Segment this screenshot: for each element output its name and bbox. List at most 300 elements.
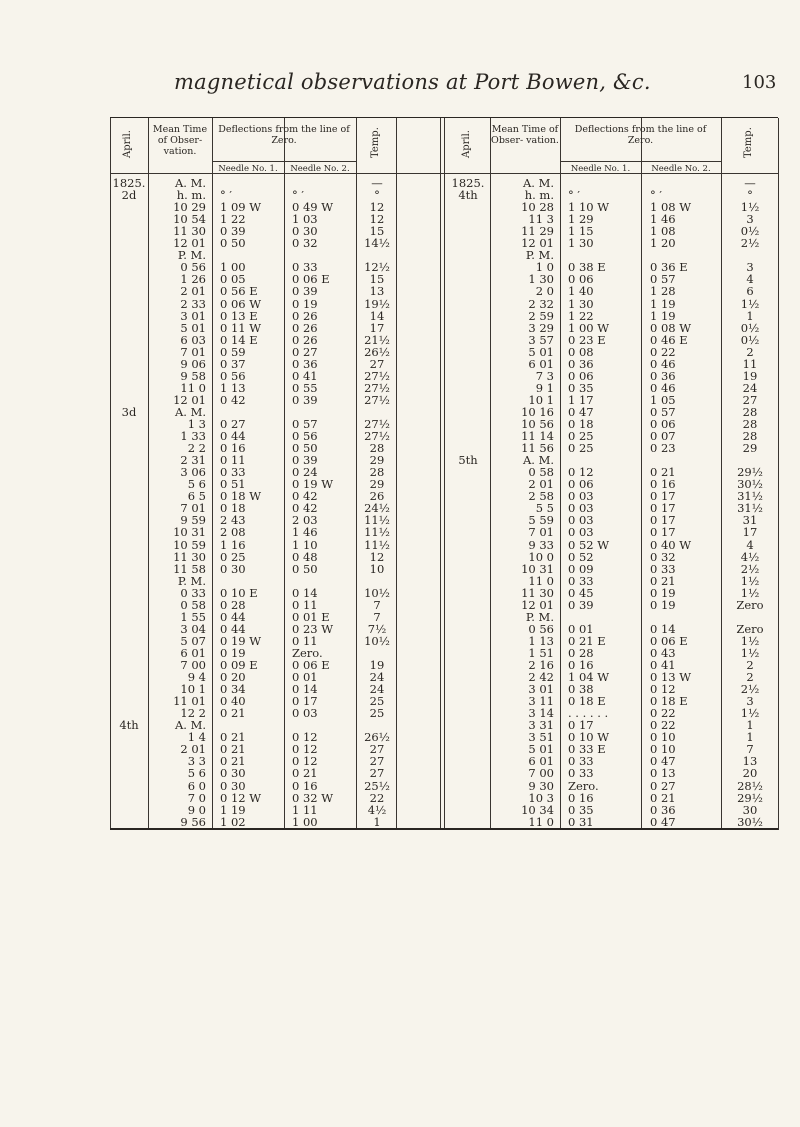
needle-1-cell: 0 03 xyxy=(568,501,594,516)
temp-cell: 27½ xyxy=(364,380,390,395)
temp-cell: 21½ xyxy=(364,332,390,347)
needle-2-cell: 0 57 xyxy=(650,272,676,287)
needle-2-cell: 0 06 E xyxy=(292,658,330,672)
needle-1-cell: 0 18 xyxy=(220,501,246,516)
needle-2-cell: 1 05 xyxy=(650,392,676,407)
time-cell: 1 3 xyxy=(187,417,206,431)
needle-1-cell: 0 08 xyxy=(568,344,594,359)
needle-1-cell: 0 18 xyxy=(568,417,594,431)
needle-1-cell: ° ′ xyxy=(568,188,581,203)
temp-cell: 4½ xyxy=(740,549,760,564)
needle-2-cell: 0 39 xyxy=(292,392,318,407)
needle-2-cell: 0 13 W xyxy=(650,670,692,685)
time-cell: 6 01 xyxy=(528,754,554,769)
temp-cell: 25½ xyxy=(364,778,390,793)
observation-table xyxy=(110,117,778,1127)
needle-2-cell: 1 08 xyxy=(650,224,676,239)
header-deflections-right: Deflections from the line of Zero. xyxy=(574,124,707,146)
time-cell: 1 13 xyxy=(528,633,554,648)
temp-cell: 27½ xyxy=(364,368,390,383)
temp-cell: 12½ xyxy=(364,260,390,275)
needle-1-cell: 0 27 xyxy=(220,417,246,431)
needle-1-cell: 0 03 xyxy=(568,513,594,528)
needle-2-cell: 0 11 xyxy=(292,633,318,648)
temp-cell: 27 xyxy=(369,742,385,757)
temp-cell: 14 xyxy=(369,308,385,323)
header-mean-time: Mean Time of Obser- vation. xyxy=(152,124,208,157)
time-cell: 11 56 xyxy=(521,441,554,456)
needle-1-cell: 0 25 xyxy=(568,429,594,444)
needle-2-cell: 0 07 xyxy=(650,429,676,444)
needle-2-cell: 0 46 E xyxy=(650,332,688,347)
needle-1-cell: Zero. xyxy=(568,778,599,793)
needle-1-cell: 1 13 xyxy=(220,380,246,395)
time-cell: 5 6 xyxy=(187,766,206,781)
needle-2-cell: 0 10 xyxy=(650,730,676,745)
time-cell: 11 58 xyxy=(173,561,206,576)
time-cell: 5 5 xyxy=(535,501,554,516)
needle-1-cell: 0 44 xyxy=(220,429,246,444)
temp-cell: 12 xyxy=(369,549,385,564)
needle-2-cell: 0 50 xyxy=(292,441,318,456)
needle-2-cell: 0 12 xyxy=(292,730,318,745)
time-cell: 2 01 xyxy=(180,742,206,757)
needle-2-cell: 0 21 xyxy=(292,766,318,781)
needle-1-cell: 0 39 xyxy=(220,224,246,239)
needle-2-cell: 0 57 xyxy=(650,404,676,419)
time-cell: 10 1 xyxy=(528,392,554,407)
date-cell: 3d xyxy=(121,404,137,419)
needle-2-cell: 0 36 xyxy=(650,368,676,383)
needle-2-cell: ° ′ xyxy=(292,188,305,203)
needle-2-cell: 0 32 xyxy=(292,236,318,251)
time-cell: 11 14 xyxy=(521,429,554,444)
time-cell: 5 01 xyxy=(528,344,554,359)
temp-cell: 26½ xyxy=(364,730,390,745)
needle-1-cell: 0 35 xyxy=(568,802,594,817)
needle-2-cell: 0 46 xyxy=(650,380,676,395)
needle-1-cell: 0 23 E xyxy=(568,332,606,347)
needle-2-cell: 0 36 xyxy=(292,356,318,371)
needle-2-cell: 1 20 xyxy=(650,236,676,251)
needle-1-cell: 0 03 xyxy=(568,525,594,540)
time-cell: 6 01 xyxy=(180,645,206,660)
needle-2-cell: 0 26 xyxy=(292,332,318,347)
temp-cell: 1½ xyxy=(740,633,760,648)
time-cell: P. M. xyxy=(177,248,206,263)
needle-2-cell: 0 22 xyxy=(650,344,676,359)
temp-cell: ° xyxy=(747,188,753,203)
needle-1-cell: 1 19 xyxy=(220,802,246,817)
needle-1-cell: 0 21 E xyxy=(568,633,606,648)
time-cell: A. M. xyxy=(522,176,554,190)
needle-1-cell: 0 42 xyxy=(220,392,246,407)
time-cell: 7 01 xyxy=(528,525,554,540)
temp-cell: 31½ xyxy=(737,489,763,504)
needle-2-cell: 0 16 xyxy=(650,477,676,492)
temp-cell: 29 xyxy=(742,441,758,456)
needle-2-cell: 0 50 xyxy=(292,561,318,576)
time-cell: P. M. xyxy=(177,573,206,588)
needle-2-cell: 1 08 W xyxy=(650,200,692,215)
needle-1-cell: 0 30 xyxy=(220,561,246,576)
needle-2-cell: 0 01 E xyxy=(292,609,330,624)
needle-2-cell: 0 08 W xyxy=(650,320,692,335)
temp-cell: 7 xyxy=(373,609,381,624)
time-cell: A. M. xyxy=(174,718,206,733)
needle-1-cell: 0 10 E xyxy=(220,585,258,600)
temp-cell: 24 xyxy=(742,380,758,395)
time-cell: 11 0 xyxy=(528,573,554,588)
time-cell: 11 3 xyxy=(528,212,554,227)
time-cell: 2 31 xyxy=(180,453,206,468)
needle-1-cell: 0 28 xyxy=(568,645,594,660)
needle-2-cell: 1 11 xyxy=(292,802,318,817)
temp-cell: ° xyxy=(374,188,380,203)
time-cell: 11 0 xyxy=(528,814,554,829)
temp-cell: 29½ xyxy=(737,465,763,480)
needle-2-cell: 0 10 xyxy=(650,742,676,757)
time-cell: 3 01 xyxy=(528,682,554,697)
running-title: magnetical observations at Port Bowen, &c. xyxy=(174,70,651,94)
time-cell: 1 51 xyxy=(528,645,554,660)
needle-2-cell: 0 14 xyxy=(292,585,318,600)
needle-2-cell: 0 21 xyxy=(650,790,676,805)
temp-cell: Zero xyxy=(736,621,764,636)
time-cell: 2 01 xyxy=(180,284,206,299)
needle-2-cell: 0 36 xyxy=(650,802,676,817)
needle-2-cell: 1 46 xyxy=(292,525,318,540)
needle-2-cell: 0 57 xyxy=(292,417,318,431)
temp-cell: 1 xyxy=(746,718,754,733)
temp-cell: 0½ xyxy=(740,320,760,335)
temp-cell: 2 xyxy=(746,344,754,359)
temp-cell: 28 xyxy=(742,429,758,444)
needle-2-cell: 0 24 xyxy=(292,465,318,480)
time-cell: 3 01 xyxy=(180,308,206,323)
needle-1-cell: 0 28 xyxy=(220,597,246,612)
time-cell: 9 06 xyxy=(180,356,206,371)
needle-1-cell: 0 06 W xyxy=(220,296,262,311)
needle-1-cell: 0 06 xyxy=(568,272,594,287)
time-cell: 2 33 xyxy=(180,296,206,311)
needle-2-cell: 0 47 xyxy=(650,814,676,829)
needle-2-cell: 1 19 xyxy=(650,296,676,311)
temp-cell: 28 xyxy=(742,417,758,431)
time-cell: 6 01 xyxy=(528,356,554,371)
header-needle-2-right: Needle No. 2. xyxy=(651,164,711,174)
needle-2-cell: 1 46 xyxy=(650,212,676,227)
needle-1-cell: 0 51 xyxy=(220,477,246,492)
temp-cell: 3 xyxy=(746,694,754,709)
needle-2-cell: 1 19 xyxy=(650,308,676,323)
time-cell: 10 54 xyxy=(173,212,206,227)
needle-1-cell: 0 44 xyxy=(220,621,246,636)
needle-2-cell: 0 03 xyxy=(292,706,318,721)
needle-2-cell: 0 39 xyxy=(292,284,318,299)
needle-1-cell: 0 33 xyxy=(568,766,594,781)
needle-2-cell: 0 22 xyxy=(650,718,676,733)
needle-1-cell: 1 22 xyxy=(220,212,246,227)
needle-2-cell: 0 33 xyxy=(650,561,676,576)
time-cell: 10 1 xyxy=(180,682,206,697)
time-cell: 1 33 xyxy=(180,429,206,444)
needle-1-cell: 0 16 xyxy=(568,658,594,672)
needle-2-cell: 0 01 xyxy=(292,670,318,685)
time-cell: 9 30 xyxy=(528,778,554,793)
temp-cell: 31 xyxy=(742,513,758,528)
needle-1-cell: 0 03 xyxy=(568,489,594,504)
needle-2-cell: 0 33 xyxy=(292,260,318,275)
temp-cell: 1½ xyxy=(740,645,760,660)
needle-1-cell: 0 37 xyxy=(220,356,246,371)
needle-2-cell: 2 03 xyxy=(292,513,318,528)
needle-1-cell: 1 09 W xyxy=(220,200,262,215)
needle-1-cell: 0 18 E xyxy=(568,694,606,709)
needle-2-cell: 0 23 W xyxy=(292,621,334,636)
needle-1-cell: 0 50 xyxy=(220,236,246,251)
time-cell: 9 4 xyxy=(187,670,206,685)
temp-cell: 26½ xyxy=(364,344,390,359)
temp-cell: 30½ xyxy=(737,477,763,492)
needle-1-cell: 0 09 xyxy=(568,561,594,576)
temp-cell: 30 xyxy=(742,802,758,817)
needle-1-cell: 0 52 W xyxy=(568,537,610,552)
temp-cell: 15 xyxy=(369,272,385,287)
time-cell: 5 07 xyxy=(180,633,206,648)
time-cell: 7 00 xyxy=(528,766,554,781)
needle-1-cell: 0 45 xyxy=(568,585,594,600)
temp-cell: 3 xyxy=(746,212,754,227)
needle-2-cell: 0 23 xyxy=(650,441,676,456)
page-header xyxy=(0,70,800,110)
temp-cell: — xyxy=(371,176,383,190)
time-cell: 9 0 xyxy=(187,802,206,817)
time-cell: 5 59 xyxy=(528,513,554,528)
time-cell: 3 14 xyxy=(528,706,554,721)
temp-cell: 1½ xyxy=(740,585,760,600)
time-cell: 9 33 xyxy=(528,537,554,552)
needle-2-cell: 0 12 xyxy=(292,754,318,769)
temp-cell: 11½ xyxy=(364,537,390,552)
time-cell: 2 42 xyxy=(528,670,554,685)
needle-1-cell: 0 16 xyxy=(568,790,594,805)
temp-cell: 0½ xyxy=(740,224,760,239)
header-temp-right: Temp. xyxy=(743,127,754,158)
needle-1-cell: 0 52 xyxy=(568,549,594,564)
temp-cell: 1½ xyxy=(740,296,760,311)
table-bottom-rule xyxy=(110,828,778,830)
time-cell: 7 0 xyxy=(187,790,206,805)
time-cell: 12 01 xyxy=(173,236,206,251)
needle-2-cell: 0 32 xyxy=(650,549,676,564)
temp-cell: 27 xyxy=(369,754,385,769)
time-cell: 7 3 xyxy=(535,368,554,383)
date-cell: 2d xyxy=(121,188,137,203)
time-cell: 0 33 xyxy=(180,585,206,600)
time-cell: 1 55 xyxy=(180,609,206,624)
needle-1-cell: 0 17 xyxy=(568,718,594,733)
temp-cell: 30½ xyxy=(737,814,763,829)
needle-1-cell: 1 02 xyxy=(220,814,246,829)
needle-1-cell: 0 33 xyxy=(568,573,594,588)
time-cell: 11 30 xyxy=(173,549,206,564)
time-cell: 0 58 xyxy=(528,465,554,480)
needle-2-cell: 0 06 E xyxy=(650,633,688,648)
needle-2-cell: 0 26 xyxy=(292,320,318,335)
temp-cell: 4 xyxy=(746,537,754,552)
needle-2-cell: 0 12 xyxy=(292,742,318,757)
needle-1-cell: 0 11 xyxy=(220,453,246,468)
temp-cell: 7½ xyxy=(367,621,387,636)
time-cell: A. M. xyxy=(174,404,206,419)
temp-cell: 10 xyxy=(369,561,385,576)
time-cell: 10 0 xyxy=(528,549,554,564)
needle-2-cell: 0 19 xyxy=(292,296,318,311)
temp-cell: 27½ xyxy=(364,429,390,444)
time-cell: 6 0 xyxy=(187,778,206,793)
temp-cell: 1 xyxy=(746,308,754,323)
time-cell: 1 26 xyxy=(180,272,206,287)
needle-1-cell: 0 38 E xyxy=(568,260,606,275)
time-cell: 9 1 xyxy=(535,380,554,395)
needle-1-cell: 2 43 xyxy=(220,513,246,528)
needle-1-cell: 0 40 xyxy=(220,694,246,709)
needle-1-cell: 1 00 W xyxy=(568,320,610,335)
needle-1-cell: 0 21 xyxy=(220,754,246,769)
time-cell: P. M. xyxy=(525,609,554,624)
needle-2-cell: 0 06 xyxy=(650,417,676,431)
needle-2-cell: 0 19 xyxy=(650,597,676,612)
temp-cell: 17 xyxy=(369,320,385,335)
temp-cell: 0½ xyxy=(740,332,760,347)
date-cell: 4th xyxy=(119,718,139,733)
time-cell: 5 01 xyxy=(528,742,554,757)
needle-2-cell: 1 00 xyxy=(292,814,318,829)
needle-1-cell: 0 44 xyxy=(220,609,246,624)
time-cell: 11 01 xyxy=(173,694,206,709)
needle-2-cell: 0 17 xyxy=(292,694,318,709)
temp-cell: 2½ xyxy=(740,682,760,697)
temp-cell: 27 xyxy=(742,392,758,407)
time-cell: 2 16 xyxy=(528,658,554,672)
needle-1-cell: 0 11 W xyxy=(220,320,262,335)
temp-cell: 2½ xyxy=(740,561,760,576)
time-cell: P. M. xyxy=(525,248,554,263)
needle-1-cell: 0 14 E xyxy=(220,332,258,347)
needle-2-cell: 0 22 xyxy=(650,706,676,721)
needle-1-cell: 0 33 E xyxy=(568,742,606,757)
temp-cell: 28 xyxy=(369,465,385,480)
needle-1-cell: 0 25 xyxy=(220,549,246,564)
time-cell: 1 4 xyxy=(187,730,206,745)
date-cell: 5th xyxy=(458,453,478,468)
time-cell: 0 56 xyxy=(528,621,554,636)
time-cell: 10 34 xyxy=(521,802,554,817)
time-cell: 5 6 xyxy=(187,477,206,492)
time-cell: 3 51 xyxy=(528,730,554,745)
needle-2-cell: 0 40 W xyxy=(650,537,692,552)
needle-1-cell: . . . . . . xyxy=(568,706,609,721)
header-april-right: April. xyxy=(461,130,472,158)
needle-1-cell: 0 30 xyxy=(220,778,246,793)
needle-1-cell: 0 47 xyxy=(568,404,594,419)
needle-1-cell: 0 59 xyxy=(220,344,246,359)
time-cell: 2 01 xyxy=(528,477,554,492)
needle-2-cell: 0 16 xyxy=(292,778,318,793)
needle-1-cell: 0 34 xyxy=(220,682,246,697)
temp-cell: 1 xyxy=(373,814,381,829)
temp-cell: 13 xyxy=(369,284,385,299)
temp-cell: 24 xyxy=(369,670,385,685)
temp-cell: 11½ xyxy=(364,525,390,540)
needle-2-cell: 0 11 xyxy=(292,597,318,612)
time-cell: 9 58 xyxy=(180,368,206,383)
needle-1-cell: 0 56 xyxy=(220,368,246,383)
needle-1-cell: 0 12 xyxy=(568,465,594,480)
needle-1-cell: 0 35 xyxy=(568,380,594,395)
temp-cell: 12 xyxy=(369,200,385,215)
header-deflections: Deflections from the line of Zero. xyxy=(218,124,350,146)
date-cell: 1825. xyxy=(112,176,146,190)
needle-1-cell: 0 01 xyxy=(568,621,594,636)
time-cell: A. M. xyxy=(522,453,554,468)
needle-1-cell: 0 19 W xyxy=(220,633,262,648)
needle-2-cell: 0 14 xyxy=(650,621,676,636)
time-cell: 2 0 xyxy=(535,284,554,299)
needle-1-cell: 0 18 W xyxy=(220,489,262,504)
temp-cell: 6 xyxy=(746,284,754,299)
date-cell: 1825. xyxy=(451,176,485,190)
needle-2-cell: 0 14 xyxy=(292,682,318,697)
needle-1-cell: 0 20 xyxy=(220,670,246,685)
needle-1-cell: 0 25 xyxy=(568,441,594,456)
needle-1-cell: 0 19 xyxy=(220,645,246,660)
temp-cell: 20 xyxy=(742,766,758,781)
needle-2-cell: 0 55 xyxy=(292,380,318,395)
temp-cell: 14½ xyxy=(364,236,390,251)
needle-2-cell: 0 56 xyxy=(292,429,318,444)
temp-cell: 1½ xyxy=(740,706,760,721)
temp-cell: 13 xyxy=(742,754,758,769)
temp-cell: 22 xyxy=(369,790,385,805)
time-cell: 7 01 xyxy=(180,501,206,516)
page-number: 103 xyxy=(742,72,777,93)
temp-cell: 4½ xyxy=(367,802,387,817)
needle-1-cell: 2 08 xyxy=(220,525,246,540)
temp-cell: 29½ xyxy=(737,790,763,805)
time-cell: 3 29 xyxy=(528,320,554,335)
time-cell: 12 01 xyxy=(521,597,554,612)
time-cell: 11 29 xyxy=(521,224,554,239)
header-needle-1-right: Needle No. 1. xyxy=(570,164,631,174)
needle-2-cell: 0 27 xyxy=(292,344,318,359)
needle-2-cell: 0 39 xyxy=(292,453,318,468)
time-cell: 2 58 xyxy=(528,489,554,504)
needle-2-cell: 0 12 xyxy=(650,682,676,697)
needle-2-cell: 0 36 E xyxy=(650,260,688,275)
needle-1-cell: 0 16 xyxy=(220,441,246,456)
needle-1-cell: 1 29 xyxy=(568,212,594,227)
needle-2-cell: 0 06 E xyxy=(292,272,330,287)
time-cell: 10 16 xyxy=(521,404,554,419)
temp-cell: 1 xyxy=(746,730,754,745)
needle-1-cell: 0 21 xyxy=(220,730,246,745)
time-cell: 12 01 xyxy=(173,392,206,407)
temp-cell: 29 xyxy=(369,477,385,492)
needle-2-cell: 0 19 W xyxy=(292,477,334,492)
time-cell: 3 57 xyxy=(528,332,554,347)
